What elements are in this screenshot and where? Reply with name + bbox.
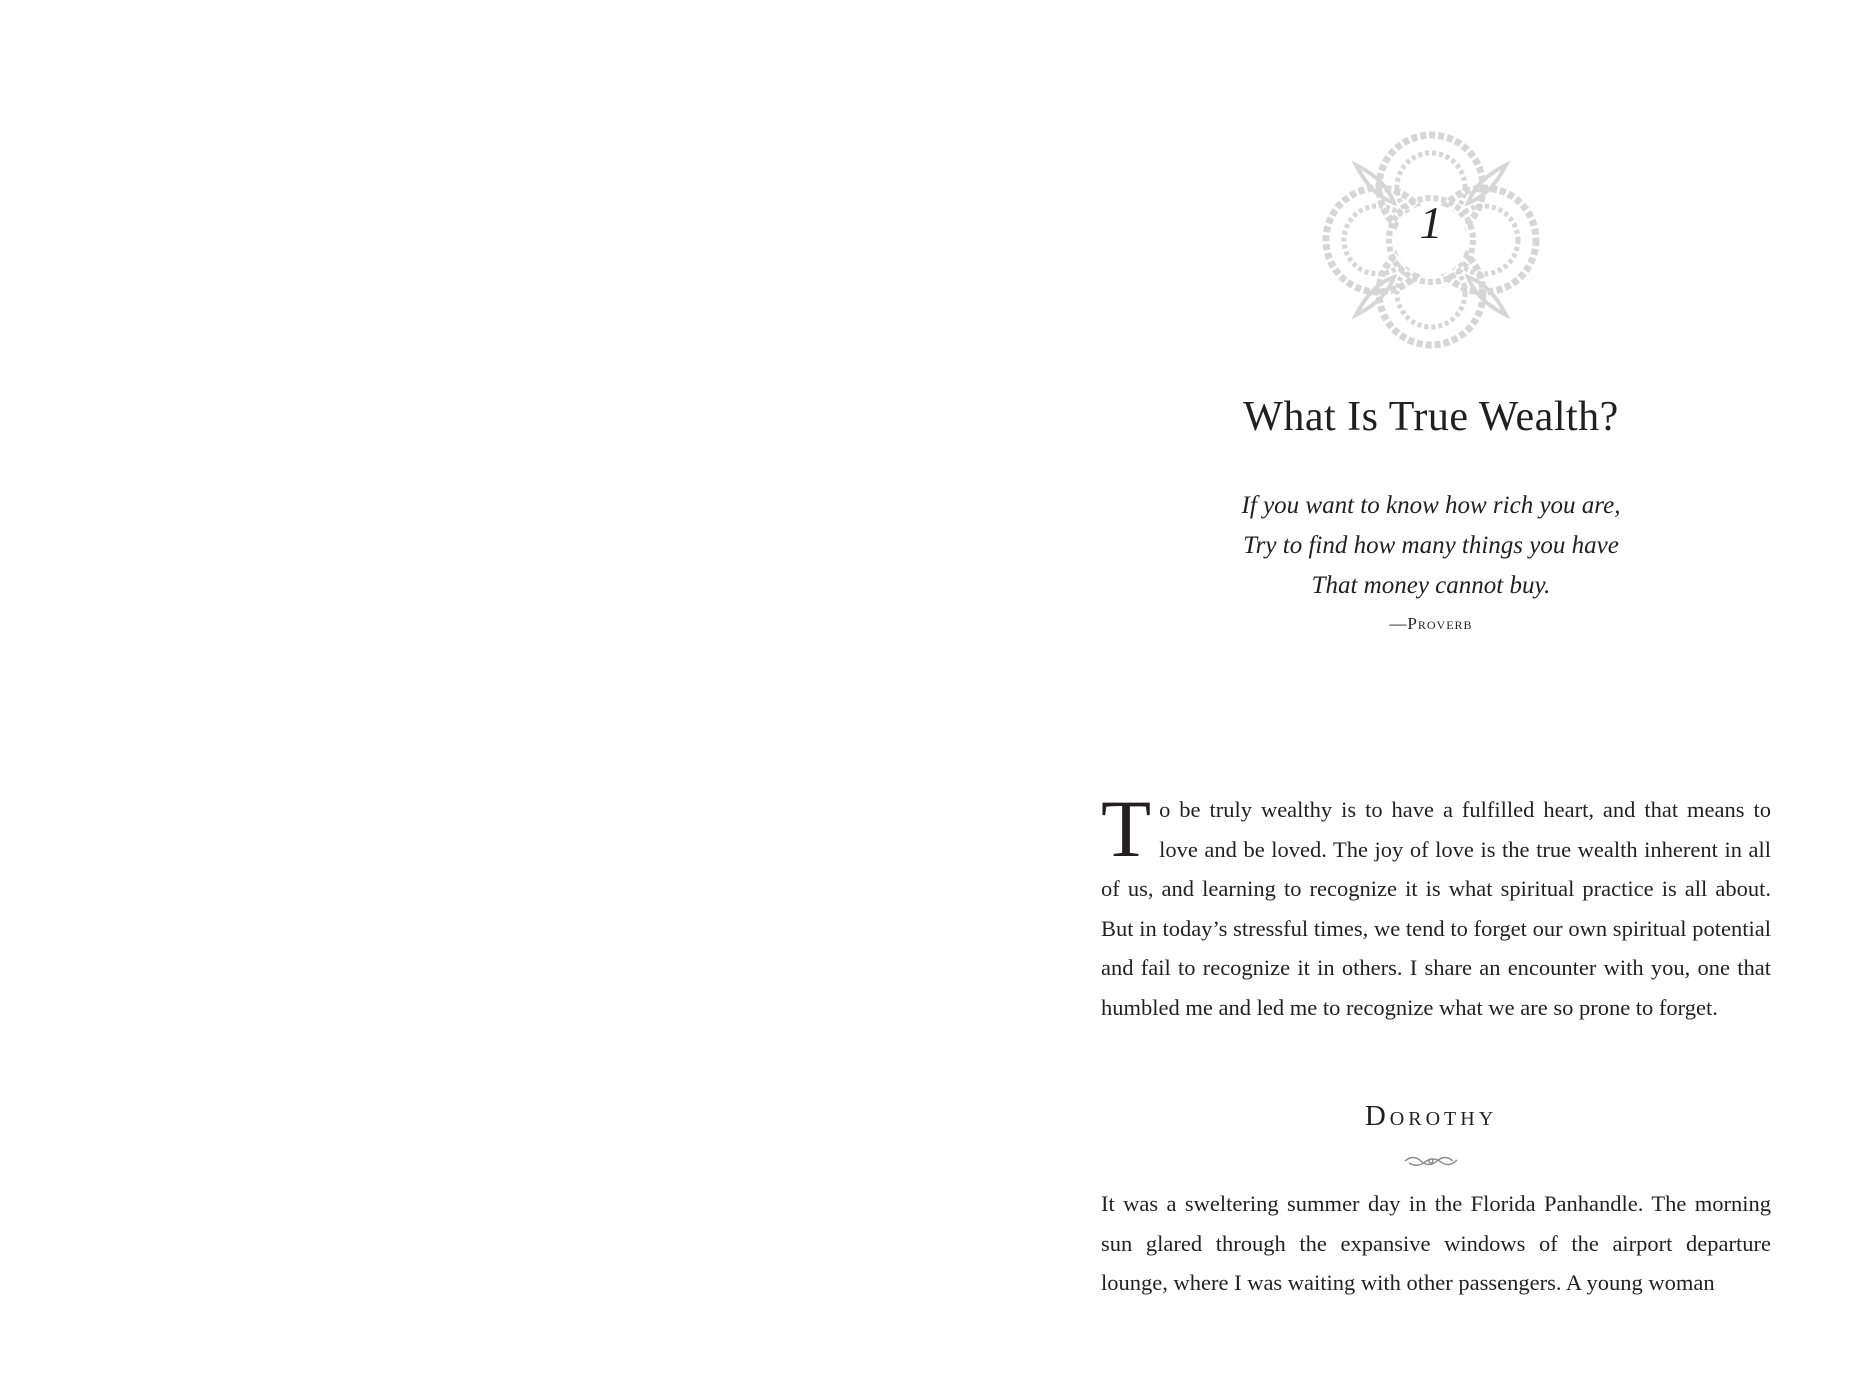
- drop-cap: T: [1101, 783, 1152, 874]
- chapter-number: 1: [1419, 197, 1443, 248]
- section-paragraph: It was a sweltering summer day in the Florida Panhandle. The morning sun glared through the expansive windows of the airport departure lounge, where I was waiting with other passengers. A young woman: [1101, 1191, 1771, 1295]
- epigraph-attribution: —Proverb: [1389, 614, 1473, 633]
- epigraph-line: Try to find how many things you have: [1243, 532, 1619, 559]
- section-heading: Dorothy: [1364, 1100, 1498, 1132]
- epigraph: [1166, 486, 1696, 606]
- right-page: [933, 0, 1866, 1400]
- flourish-icon: [1401, 1152, 1461, 1170]
- epigraph-line: If you want to know how rich you are,: [1241, 492, 1621, 519]
- epigraph-line: That money cannot buy.: [1311, 572, 1551, 599]
- opening-paragraph-text: o be truly wealthy is to have a fulfilled heart, and that means to love and be loved. The joy of love is the true wealth inherent in all of us, and learning to recognize it is what spiritual practice is all about. But in today’s stressful times, we tend to forget our own spiritual potential and fail to recognize it in others. I share an encounter with you, one that humbled me and led me to recognize what we are so prone to forget.: [1101, 797, 1771, 1020]
- opening-paragraph: [1101, 783, 1771, 1027]
- chapter-title: What Is True Wealth?: [1243, 394, 1619, 440]
